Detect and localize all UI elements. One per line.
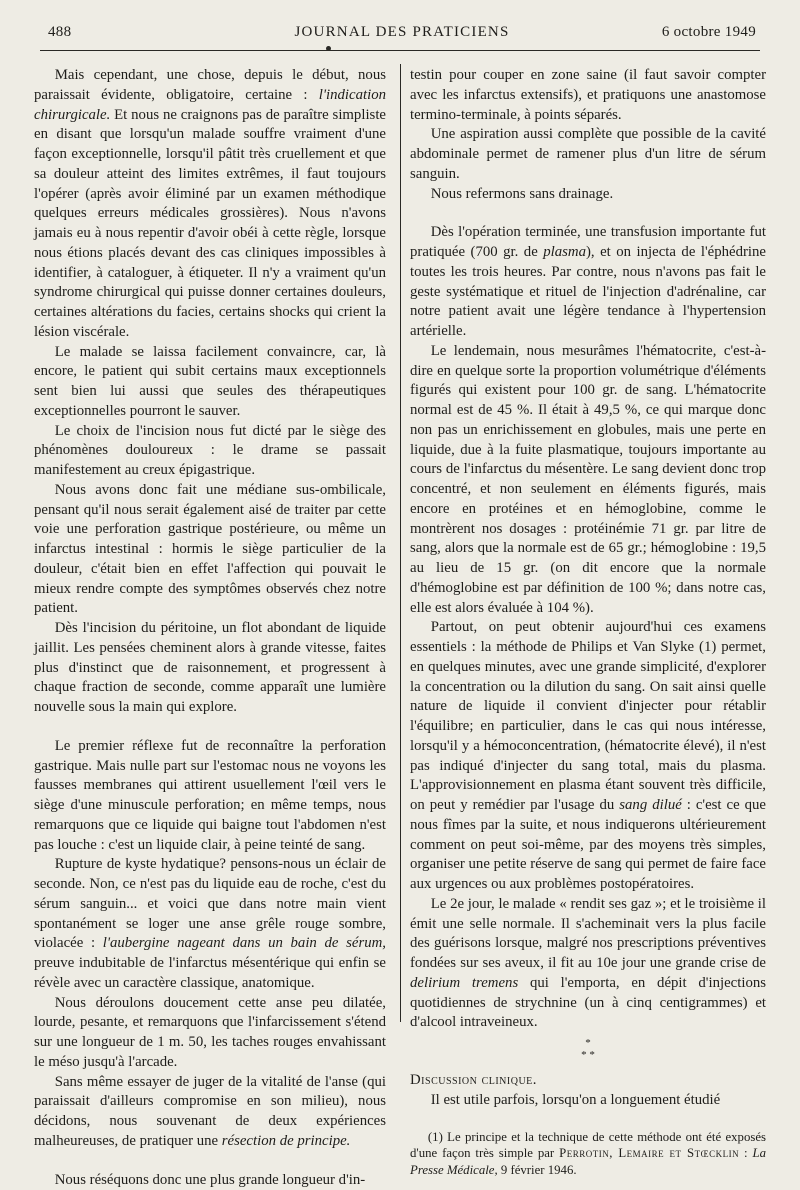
spacer — [34, 718, 386, 737]
paragraph: Rupture de kyste hydatique? pensons-nous un éclair de seconde. Non, ce n'est pas du liquide eau de roche, c'est du sérum sanguin... et voici que dans notre main vient spontanément se loger une anse grêle rouge sombre, violacée : l'aubergine nageant dans un bain de sérum, preuve indubitable de l'infarctus mésentérique qui enfin se révèle avec un caractère classique, anatomique. — [34, 855, 386, 993]
paragraph-continuation: testin pour couper en zone saine (il faut savoir compter avec les infarctus extensifs), et pratiquons une anastomose termino-terminale, à points séparés. — [410, 66, 766, 125]
paragraph-drainage: Nous refermons sans drainage. — [410, 185, 766, 205]
paragraph-hematocrite: Le lendemain, nous mesurâmes l'hématocrite, c'est-à-dire en quelque sorte la proportion volumétrique d'éléments figurés qui existent pour 100 gr. de sang. L'hématocrite normal est de 45 %. Il était à 49,5 %, ce qui marque donc non pas un enrichissement en globules, mais une perte en liquide, due à la fuite plasmatique, toujours importante au cours de l'infarctus du mésentère. Le sang devient donc trop concentré, et non seulement en éléments figurés, mais encore en protéines et en hémoglobine, comme le montrèrent nos dosages : protéinémie 71 gr. par litre de sang, alors que la normale est de 65 gr.; hémoglobine : 19,5 au lieu de 15 gr. (on dit encore que la normale d'hémoglobine est par définition de 100 %; dans notre cas, elle est alors évaluée à 104 %). — [410, 342, 766, 619]
column-divider — [400, 64, 401, 1022]
paragraph: Nous avons donc fait une médiane sus-ombilicale, pensant qu'il nous serait également aisé de traiter par cette voie une perforation gastrique postérieure, ou même un infarctus intestinal : hormis le siège particulier de la douleur, c'était bien en effet l'affection qui pouvait le mieux rendre compte des symptômes observés chez notre patient. — [34, 481, 386, 619]
page-header — [48, 24, 756, 48]
footnote: (1) Le principe et la technique de cette méthode ont été exposés d'une façon très simple par Perrotin, Lemaire et Stœcklin : La Presse Médicale, 9 février 1946. — [410, 1129, 766, 1179]
right-column — [410, 66, 766, 1178]
header-ornament — [326, 46, 331, 51]
issue-date: 6 octobre 1949 — [662, 24, 756, 41]
left-column — [34, 66, 386, 1190]
spacer — [34, 1152, 386, 1171]
paragraph: Le premier réflexe fut de reconnaître la perforation gastrique. Mais nulle part sur l'estomac nous ne voyons les fausses membranes qui attirent usuellement l'œil vers le siège d'une minuscule perforation; en même temps, nous remarquons que ce liquide qui baigne tout l'abdomen n'est pas louche : c'est un liquide clair, à peine teinté de sang. — [34, 737, 386, 856]
page-number: 488 — [48, 24, 71, 41]
paragraph-discussion: Il est utile parfois, lorsqu'on a longuement étudié — [410, 1091, 766, 1111]
paragraph: Sans même essayer de juger de la vitalité de l'anse (qui paraissait d'ailleurs compromise en son milieu), nous décidons, nous souvenant de deux expériences malheureuses, de pratiquer une résection de principe. — [34, 1073, 386, 1152]
section-heading: Discussion clinique. — [410, 1071, 766, 1091]
paragraph-methode: Partout, on peut obtenir aujourd'hui ces examens essentiels : la méthode de Philips et Van Slyke (1) permet, en quelques minutes, avec une grande simplicité, d'explorer la concentration ou la dilution du sang. On sait ainsi quelle nature de liquide il convient d'injecter pour rétablir l'équilibre; en particulier, dans le cas qui nous intéresse, lorsqu'il y a hémoconcentration, (hématocrite élevé), il n'est pas indiqué d'injecter du sang total, mais du plasma. L'approvisionnement en plasma étant souvent très difficile, on peut y remédier par l'usage du sang dilué : c'est ce que nous fîmes par la suite, et nous indiquerons ultérieurement comment on peut soi-même, par des moyens très simples, organiser une petite réserve de sang qui permet de faire face aux urgences ou aux problèmes postopératoires. — [410, 618, 766, 895]
paragraph-suites: Le 2e jour, le malade « rendit ses gaz »; et le troisième il émit une selle normale. Il s'acheminait vers la plus facile des guérisons lorsque, malgré nos prescriptions préventives fondées sur ses aveux, il fit au 10e jour une grande crise de delirium tremens qui l'emporta, en dépit d'injections quotidiennes de strychnine (un à cinq centigrammes) et d'alcool intraveineux. — [410, 895, 766, 1033]
journal-title: JOURNAL DES PRATICIENS — [48, 24, 756, 41]
spacer — [410, 204, 766, 223]
paragraph: Nous déroulons doucement cette anse peu dilatée, lourde, pesante, et remarquons que l'infarcissement s'étend sur une longueur de 1 m. 50, les taches rouges envahissant le méso jusqu'à l'arcade. — [34, 994, 386, 1073]
paragraph: Le choix de l'incision nous fut dicté par le siège des phénomènes douloureux : le drame se passait manifestement au creux épigastrique. — [34, 422, 386, 481]
paragraph-transfusion: Dès l'opération terminée, une transfusion importante fut pratiquée (700 gr. de plasma), et on injecta de l'éphédrine toutes les trois heures. Par contre, nous n'avons pas fait le geste systématique et rituel de l'injection d'adrénaline, car notre patient avait une légère tendance à l'hypertension artérielle. — [410, 223, 766, 342]
asterism-bottom: * * — [410, 1049, 766, 1061]
header-rule — [40, 50, 760, 51]
paragraph: Dès l'incision du péritoine, un flot abondant de liquide jaillit. Les pensées cheminent alors à grande vitesse, faites plus d'instinct que de raisonnement, et progressent à chaque fraction de seconde, comme apparaît une lumière nouvelle sous la main qui explore. — [34, 619, 386, 718]
section-asterism — [410, 1033, 766, 1071]
paragraph-aspiration: Une aspiration aussi complète que possible de la cavité abdominale permet de ramener plus d'un litre de sérum sanguin. — [410, 125, 766, 184]
asterism-top: * — [410, 1037, 766, 1049]
paragraph: Le malade se laissa facilement convaincre, car, là encore, le patient qui subit certains maux exceptionnels sent bien lui aussi que seules des thérapeutiques exceptionnelles pourront le sauver. — [34, 343, 386, 422]
paragraph: Mais cependant, une chose, depuis le début, nous paraissait évidente, obligatoire, certaine : l'indication chirurgicale. Et nous ne craignons pas de paraître simpliste en disant que lorsqu'un malade souffre vraiment d'une façon exceptionnelle, lorsqu'il pâtit très cruellement et que sa douleur atteint des limites extrêmes, il faut toujours l'opérer (après avoir éliminé par un examen méthodique quelques erreurs médicales grossières). Nous n'avons jamais eu à nous repentir d'avoir obéi à cette règle, lorsque nous étions placés devant des cas cliniques impossibles à identifier, à cataloguer, à étiqueter. Il n'y a vraiment qu'un syndrome chirurgical qui puisse donner certaines douleurs, certaines altérations du facies, certains shocks qui crient la lésion viscérale. — [34, 66, 386, 343]
paragraph: Nous réséquons donc une plus grande longueur d'in- — [34, 1171, 386, 1190]
